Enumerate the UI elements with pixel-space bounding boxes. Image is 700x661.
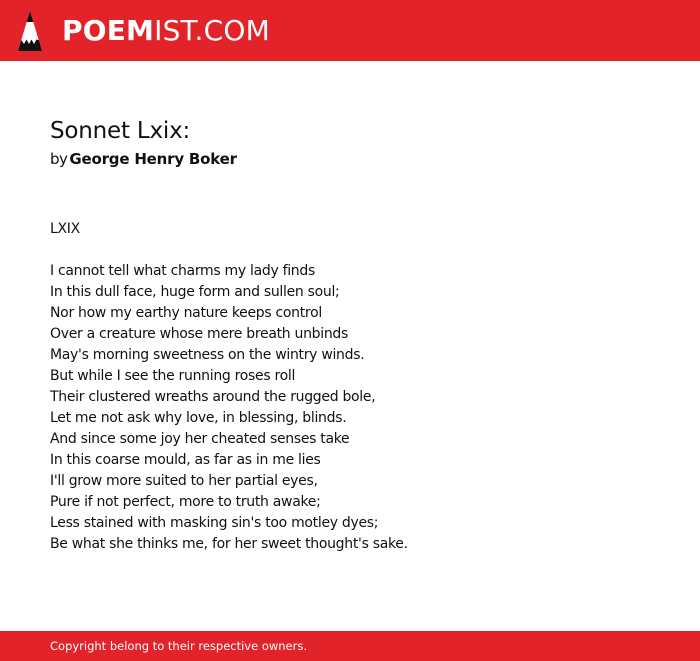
poem-line: Less stained with masking sin's too motley dyes;	[50, 515, 379, 531]
site-logo-text	[62, 9, 270, 53]
pencil-tip-icon	[17, 10, 43, 52]
poem-body	[50, 219, 670, 555]
poem-line: And since some joy her cheated senses take	[50, 431, 350, 447]
poem-line: Over a creature whose mere breath unbinds	[50, 326, 348, 342]
poem-header	[50, 116, 670, 169]
poem-line: I'll grow more suited to her partial eyes,	[50, 473, 318, 489]
site-logo-link[interactable]	[17, 9, 270, 53]
poem-line: Let me not ask why love, in blessing, blinds.	[50, 410, 347, 426]
poem-line: Their clustered wreaths around the rugged bole,	[50, 389, 376, 405]
poem-line: In this dull face, huge form and sullen soul;	[50, 284, 340, 300]
poem-title: Sonnet Lxix:	[50, 118, 191, 144]
site-header	[0, 0, 700, 61]
poem-line: In this coarse mould, as far as in me lies	[50, 452, 321, 468]
brand-bold: POEM	[62, 14, 155, 47]
poem-line: May's morning sweetness on the wintry winds.	[50, 347, 365, 363]
brand-light: IST.COM	[154, 14, 270, 47]
poem-line: Pure if not perfect, more to truth awake;	[50, 494, 321, 510]
site-footer	[0, 631, 700, 661]
poem-section-heading: LXIX	[50, 221, 80, 237]
poem-line: But while I see the running roses roll	[50, 368, 296, 384]
byline	[50, 149, 670, 169]
poem-line: I cannot tell what charms my lady finds	[50, 263, 315, 279]
poem-line: Nor how my earthy nature keeps control	[50, 305, 322, 321]
copyright-notice: Copyright belong to their respective owners.	[50, 639, 308, 653]
poem-line: Be what she thinks me, for her sweet thought's sake.	[50, 536, 408, 552]
author-name: George Henry Boker	[69, 150, 237, 168]
byline-prefix: by	[50, 150, 68, 168]
